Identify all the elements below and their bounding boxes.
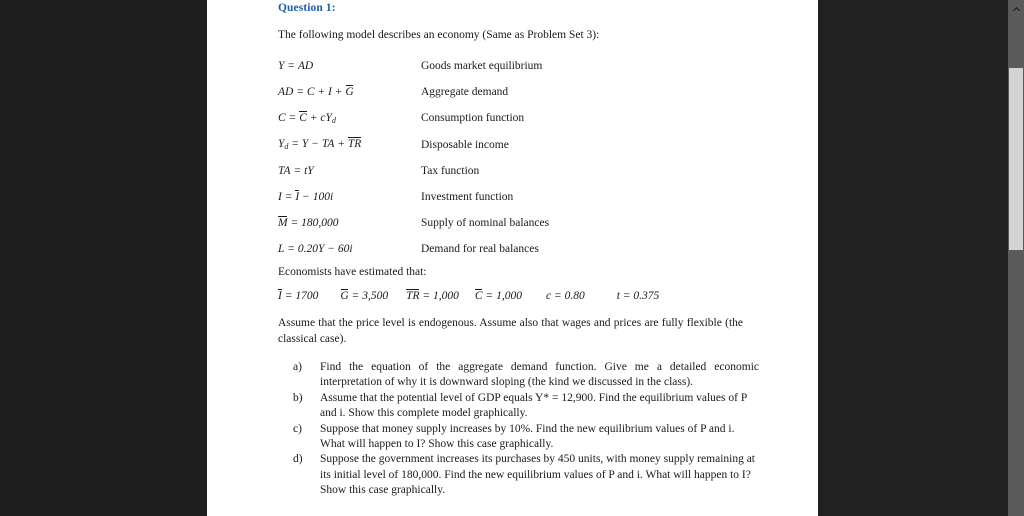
viewer-right-gutter xyxy=(818,0,1008,516)
equation-cell: TA = tY xyxy=(278,164,314,177)
table-row xyxy=(278,79,778,105)
list-item xyxy=(293,422,759,453)
list-marker: d) xyxy=(293,453,303,466)
table-row xyxy=(278,210,778,236)
list-item xyxy=(293,452,759,498)
equation-cell: M = 180,000 xyxy=(278,217,339,230)
parameter-TR: TR = 1,000 xyxy=(406,290,459,302)
table-row xyxy=(278,158,778,184)
equation-description: Investment function xyxy=(421,191,514,204)
table-row xyxy=(278,105,778,131)
assumption-paragraph: Assume that the price level is endogenous. Assume also that wages and prices are fully flexible (the classical case). xyxy=(278,317,743,345)
equation-cell: L = 0.20Y − 60i xyxy=(278,243,353,256)
equation-cell: $C = C + cY_d$ xyxy=(278,111,336,125)
table-row xyxy=(278,132,778,158)
list-marker: b) xyxy=(293,391,303,404)
equation-description: Tax function xyxy=(421,164,480,177)
list-marker: c) xyxy=(293,422,302,435)
equation-cell: I = I − 100i xyxy=(278,191,334,204)
list-item xyxy=(293,391,759,422)
parameter-t: t = 0.375 xyxy=(616,290,660,302)
equation-cell: AD = C + I + G xyxy=(278,86,354,99)
equation-cell: Y = AD xyxy=(278,60,314,73)
list-item xyxy=(293,360,759,391)
estimates-lead: Economists have estimated that: xyxy=(278,266,427,278)
equation-description: Disposable income xyxy=(421,138,509,151)
page-title: Question 1: xyxy=(278,2,336,14)
equation-description: Goods market equilibrium xyxy=(421,60,543,73)
vertical-scrollbar[interactable] xyxy=(1008,0,1024,516)
list-item-text: Assume that the potential level of GDP equals Y* = 12,900. Find the equilibrium values of P and i. Show this complete model graphically. xyxy=(320,391,747,420)
list-item-text: Suppose the government increases its purchases by 450 units, with money supply remaining at its initial level of 180,000. Find the new equilibrium values of P and i. What will happen to I? Show this case graphically. xyxy=(320,453,756,497)
document-page xyxy=(207,0,818,516)
parameter-G: G = 3,500 xyxy=(340,290,389,302)
table-row xyxy=(278,236,778,262)
equation-description: Demand for real balances xyxy=(421,243,539,256)
table-row xyxy=(278,184,778,210)
intro-paragraph: The following model describes an economy (Same as Problem Set 3): xyxy=(278,29,600,41)
scrollbar-thumb[interactable] xyxy=(1009,68,1023,250)
parameter-c: c = 0.80 xyxy=(545,290,585,302)
equation-description: Aggregate demand xyxy=(421,86,509,99)
scroll-up-button[interactable] xyxy=(1008,0,1024,17)
chevron-up-icon xyxy=(1012,6,1021,12)
list-item-text: Find the equation of the aggregate demand function. Give me a detailed economic interpretation of why it is downward sloping (the kind we discussed in the class). xyxy=(320,361,759,389)
parameter-I: I = 1700 xyxy=(278,290,319,302)
estimated-parameters xyxy=(278,290,659,302)
model-equations-table xyxy=(278,53,778,263)
questions-list xyxy=(293,360,759,499)
equation-description: Consumption function xyxy=(421,112,525,125)
viewer-left-gutter xyxy=(0,0,207,516)
list-item-text: Suppose that money supply increases by 10%. Find the new equilibrium values of P and i. What will happen to I? Show this case graphically. xyxy=(320,422,735,451)
equation-description: Supply of nominal balances xyxy=(421,217,550,230)
table-row xyxy=(278,53,778,79)
list-marker: a) xyxy=(293,361,302,373)
parameter-C: C = 1,000 xyxy=(474,290,522,302)
equation-cell: $Y_d = Y$ − TA + TR xyxy=(278,138,362,152)
